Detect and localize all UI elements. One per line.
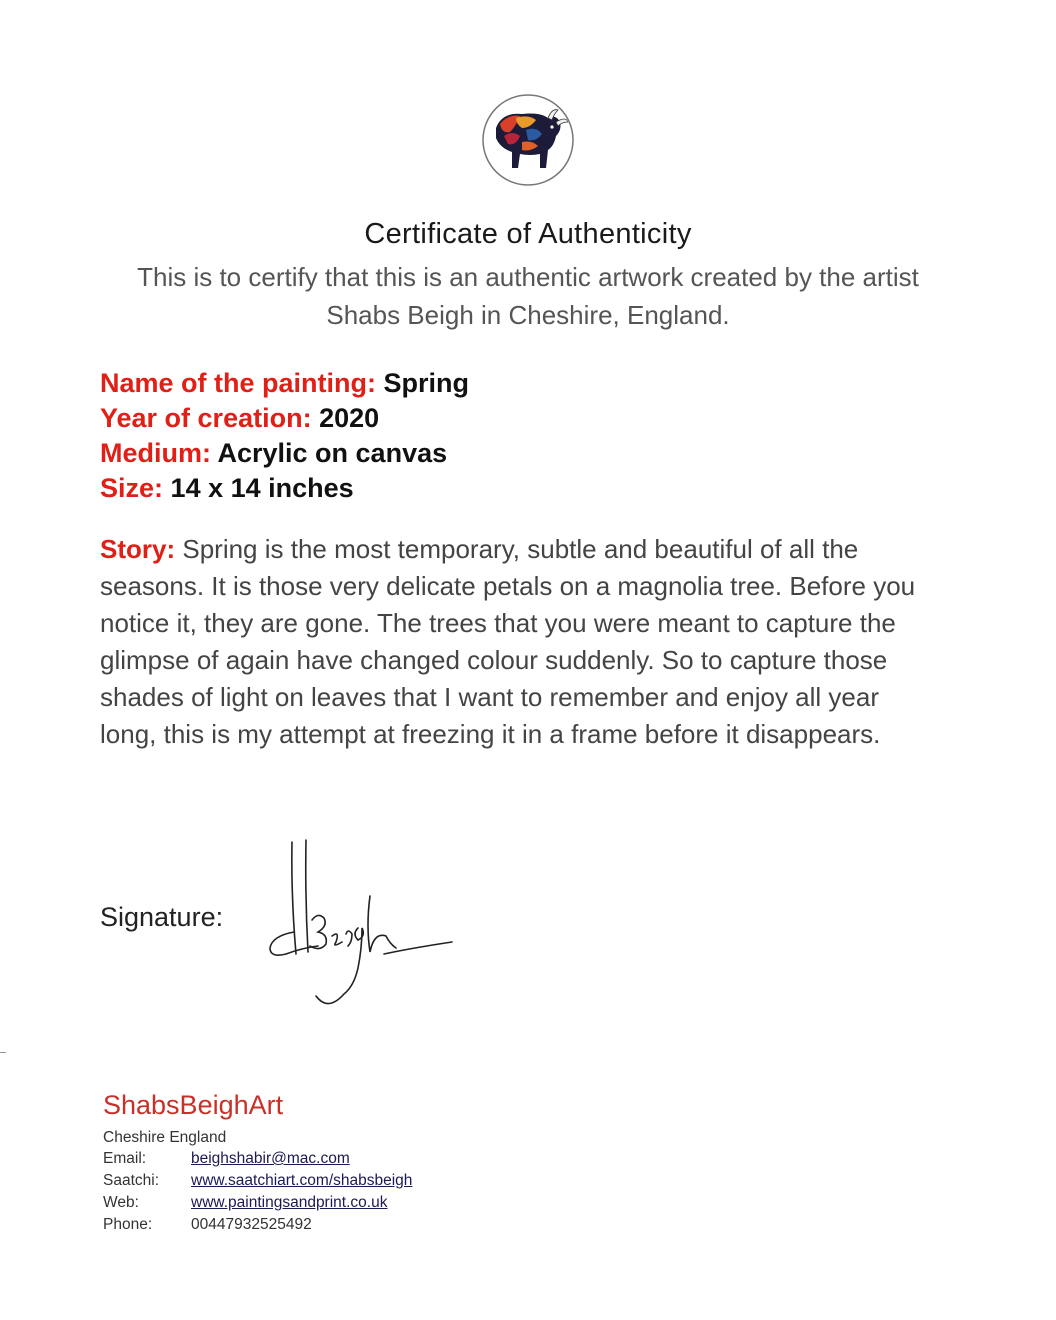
certificate-title: Certificate of Authenticity (364, 218, 692, 250)
contact-key: Email: (103, 1150, 147, 1167)
detail-value: Spring (383, 368, 470, 398)
phone-number: 00447932525492 (191, 1216, 312, 1233)
saatchi-link[interactable]: www.saatchiart.com/shabsbeigh (191, 1172, 413, 1189)
story-text: Spring is the most temporary, subtle and beautiful of all the (182, 534, 859, 564)
contact-location: Cheshire England (103, 1129, 227, 1146)
signature-label: Signature: (100, 902, 224, 932)
logo-bull-icon (482, 94, 574, 186)
intro-line: Shabs Beigh in Cheshire, England. (326, 300, 730, 330)
email-link[interactable]: beighshabir@mac.com (191, 1150, 350, 1167)
certificate-intro (80, 258, 976, 334)
detail-value: 14 x 14 inches (170, 473, 354, 503)
detail-name (100, 366, 960, 401)
brand-name: ShabsBeighArt (103, 1090, 284, 1120)
contact-web-row (103, 1192, 412, 1214)
detail-label: Name of the painting: (100, 368, 376, 398)
detail-value: Acrylic on canvas (217, 438, 448, 468)
story-paragraph (100, 531, 980, 753)
contact-key: Web: (103, 1194, 139, 1211)
detail-medium (100, 436, 960, 471)
handwritten-signature (262, 836, 456, 1016)
contact-saatchi-row (103, 1170, 412, 1192)
detail-label: Year of creation: (100, 403, 312, 433)
detail-label: Size: (100, 473, 164, 503)
contact-key: Phone: (103, 1216, 153, 1233)
detail-label: Medium: (100, 438, 211, 468)
detail-year (100, 401, 960, 436)
story-line: glimpse of again have changed colour suddenly. So to capture those (100, 645, 888, 675)
detail-size (100, 471, 960, 506)
contact-email-row (103, 1148, 412, 1170)
story-line (100, 531, 980, 568)
detail-value: 2020 (319, 403, 380, 433)
contact-phone-row (103, 1214, 412, 1236)
story-label: Story: (100, 534, 176, 564)
story-line: long, this is my attempt at freezing it in a frame before it disappears. (100, 719, 881, 749)
story-line: notice it, they are gone. The trees that you were meant to capture the (100, 608, 896, 638)
story-line: shades of light on leaves that I want to remember and enjoy all year (100, 682, 879, 712)
story-line: seasons. It is those very delicate petals on a magnolia tree. Before you (100, 571, 916, 601)
intro-line: This is to certify that this is an authentic artwork created by the artist (137, 262, 919, 292)
edge-mark (0, 1052, 6, 1053)
contact-block (103, 1127, 412, 1236)
web-link[interactable]: www.paintingsandprint.co.uk (191, 1194, 388, 1211)
painting-details (100, 366, 960, 506)
contact-key: Saatchi: (103, 1172, 160, 1189)
